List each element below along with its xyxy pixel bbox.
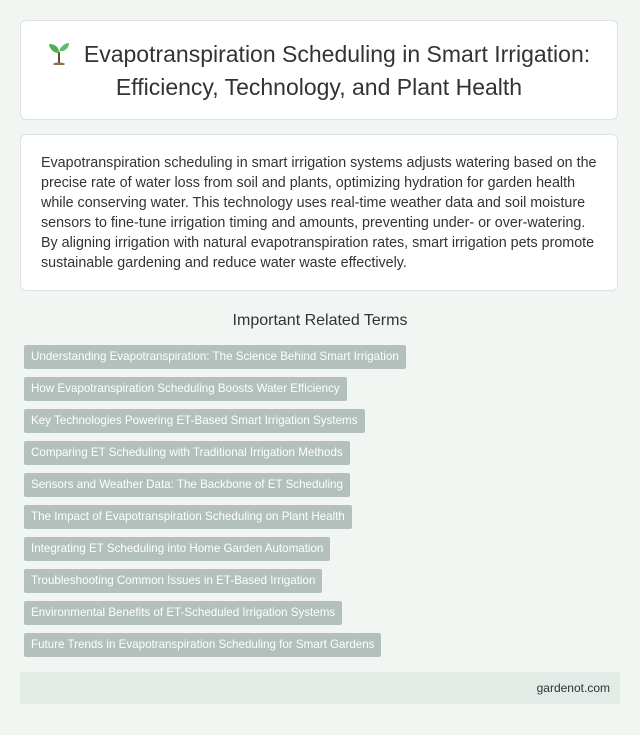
related-term-tag[interactable]: How Evapotranspiration Scheduling Boosts Water Efficiency: [24, 377, 347, 401]
summary-text: Evapotranspiration scheduling in smart irrigation systems adjusts watering based on the precise rate of water loss from soil and plants, optimizing hydration for garden health while conserving water. This technology uses real-time weather data and soil moisture sensors to fine-tune irrigation timing and amounts, preventing under- or over-watering. By aligning irrigation with natural evapotranspiration rates, smart irrigation pets promote sustainable gardening and reduce water waste effectively.: [41, 155, 597, 271]
related-term-tag[interactable]: Environmental Benefits of ET-Scheduled Irrigation Systems: [24, 601, 342, 625]
sprout-icon: [48, 41, 70, 72]
related-term-tag[interactable]: Understanding Evapotranspiration: The Science Behind Smart Irrigation: [24, 345, 406, 369]
related-term-tag[interactable]: Integrating ET Scheduling into Home Garden Automation: [24, 537, 330, 561]
related-term-tag[interactable]: Comparing ET Scheduling with Traditional Irrigation Methods: [24, 441, 350, 465]
related-term-tag[interactable]: Key Technologies Powering ET-Based Smart Irrigation Systems: [24, 409, 365, 433]
summary-card: [20, 134, 618, 291]
related-term-tag[interactable]: The Impact of Evapotranspiration Scheduling on Plant Health: [24, 505, 352, 529]
footer-site-link[interactable]: gardenot.com: [536, 681, 610, 695]
related-term-tag[interactable]: Troubleshooting Common Issues in ET-Based Irrigation: [24, 569, 322, 593]
related-terms-list: [24, 345, 406, 665]
related-term-tag[interactable]: Future Trends in Evapotranspiration Scheduling for Smart Gardens: [24, 633, 381, 657]
title-card: [20, 20, 618, 120]
footer: [20, 672, 620, 704]
page-title-text: Evapotranspiration Scheduling in Smart Irrigation: Efficiency, Technology, and Plant Health: [83, 40, 591, 100]
related-term-tag[interactable]: Sensors and Weather Data: The Backbone of ET Scheduling: [24, 473, 350, 497]
related-terms-heading: Important Related Terms: [232, 312, 408, 329]
page-title: [21, 39, 617, 102]
